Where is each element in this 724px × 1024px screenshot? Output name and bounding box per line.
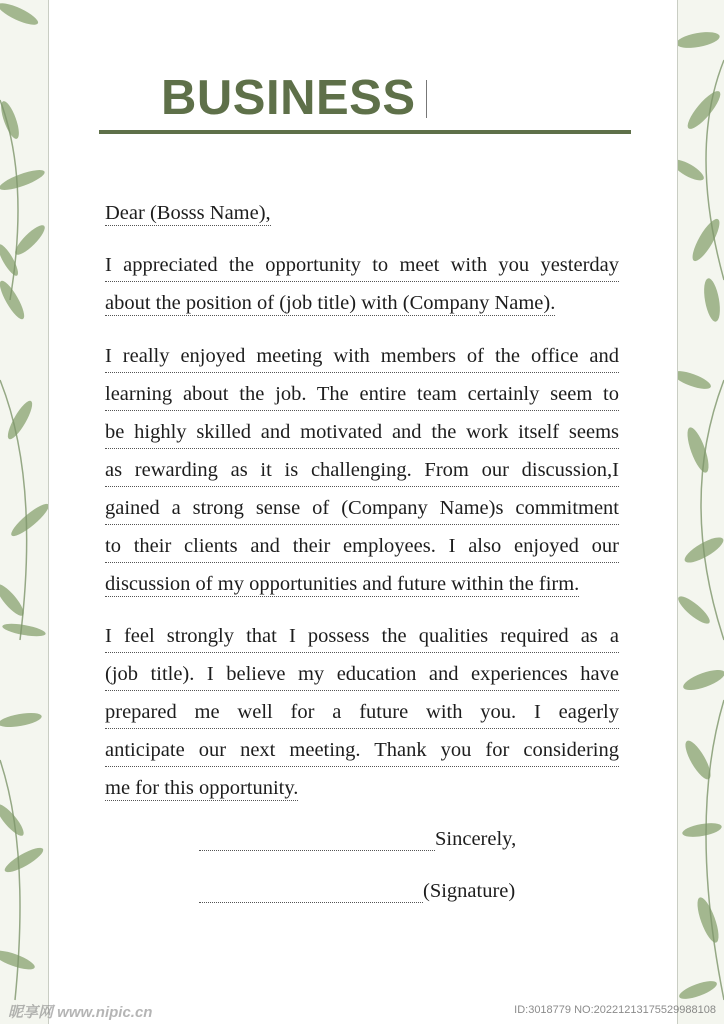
paragraph-2 (105, 341, 619, 607)
text-line: I really enjoyed meeting with members of the office and (105, 341, 619, 373)
salutation-text: Dear (Bosss Name), (105, 202, 271, 224)
page-title: BUSINESS (161, 71, 416, 125)
closing-dotted-line (199, 826, 435, 851)
site-watermark: 昵享网 www.nipic.cn (8, 1004, 153, 1021)
text-line: about the position of (job title) with (Company Name). (105, 292, 556, 314)
text-line: gained a strong sense of (Company Name)s commitment (105, 493, 619, 525)
text-line: me for this opportunity. (105, 777, 299, 799)
paragraph-3 (105, 621, 619, 811)
image-id-watermark: ID:3018779 NO:20221213175529988108 (514, 1004, 716, 1016)
signature-dotted-line (199, 878, 423, 903)
signature (199, 878, 515, 903)
signature-text: (Signature) (423, 880, 516, 902)
letter-page (48, 0, 678, 1024)
text-line: learning about the job. The entire team certainly seem to (105, 379, 619, 411)
text-cursor (426, 80, 427, 118)
text-line: I feel strongly that I possess the qualities required as a (105, 621, 619, 653)
text-line: to their clients and their employees. I also enjoyed our (105, 531, 619, 563)
heading-divider (99, 130, 631, 134)
text-line: (job title). I believe my education and experiences have (105, 659, 619, 691)
text-line: be highly skilled and motivated and the work itself seems (105, 417, 619, 449)
salutation (105, 198, 619, 236)
text-line: I appreciated the opportunity to meet with you yesterday (105, 250, 619, 282)
closing (199, 826, 516, 851)
text-line: discussion of my opportunities and future within the firm. (105, 573, 580, 595)
paragraph-1 (105, 250, 619, 326)
text-line: prepared me well for a future with you. I eagerly (105, 697, 619, 729)
closing-text: Sincerely, (435, 828, 517, 850)
text-line: anticipate our next meeting. Thank you for considering (105, 735, 619, 767)
text-line: as rewarding as it is challenging. From our discussion,I (105, 455, 619, 487)
